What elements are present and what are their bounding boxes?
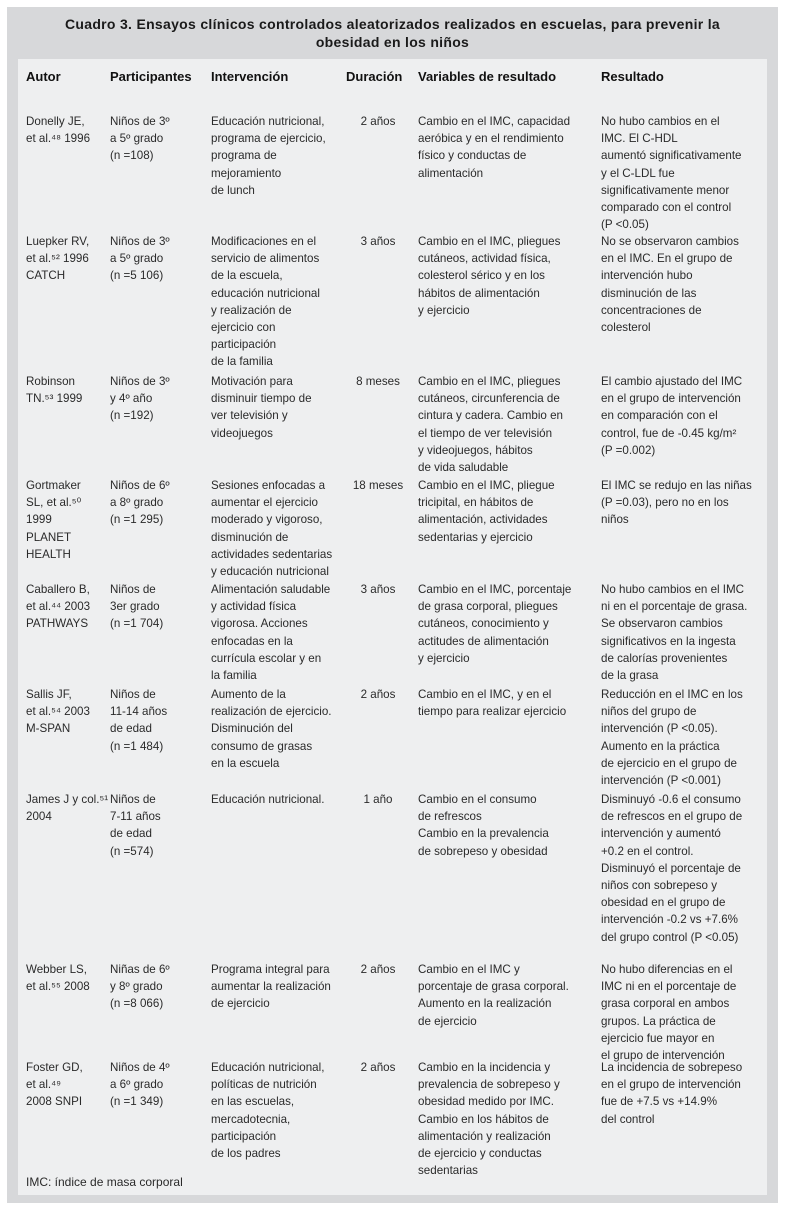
header-duracion: Duración [346, 69, 403, 84]
cell-variables: Cambio en el IMC, porcentaje de grasa corporal, pliegues cutáneos, conocimiento y actitudes de alimentación y ejercicio [418, 583, 572, 665]
cell-resultado: La incidencia de sobrepeso en el grupo de intervención fue de +7.5 vs +14.9% del control [601, 1061, 743, 1126]
cell-duracion: 3 años [360, 583, 396, 596]
cell-participantes: Niños de 7-11 años de edad (n =574) [110, 793, 161, 858]
cell-autor: Sallis JF, et al.⁵⁴ 2003 M-SPAN [26, 688, 90, 736]
cell-variables: Cambio en el IMC, pliegues cutáneos, circunferencia de cintura y cadera. Cambio en el tiempo de ver televisión y videojuegos, hábitos de vida saludable [418, 375, 563, 475]
table-frame [7, 7, 778, 1203]
header-participantes: Participantes [110, 69, 192, 84]
cell-duracion: 2 años [360, 963, 396, 976]
cell-duracion: 2 años [360, 1061, 396, 1074]
cell-variables: Cambio en el consumo de refrescos Cambio en la prevalencia de sobrepeso y obesidad [418, 793, 549, 858]
cell-variables: Cambio en el IMC, capacidad aeróbica y en el rendimiento físico y conductas de alimentación [418, 115, 571, 180]
cell-duracion: 2 años [360, 688, 396, 701]
cell-participantes: Niños de 3º a 5º grado (n =108) [110, 115, 170, 163]
header-autor: Autor [26, 69, 61, 84]
cell-intervencion: Aumento de la realización de ejercicio. Disminución del consumo de grasas en la escuela [211, 688, 332, 770]
cell-participantes: Niños de 6º a 8º grado (n =1 295) [110, 479, 170, 527]
cell-autor: Gortmaker SL, et al.⁵⁰ 1999 PLANET HEALTH [26, 479, 82, 561]
cell-intervencion: Modificaciones en el servicio de alimentos de la escuela, educación nutricional y realización de ejercicio con participación de la familia [211, 235, 320, 369]
cell-intervencion: Educación nutricional. [211, 793, 325, 806]
cell-variables: Cambio en el IMC y porcentaje de grasa corporal. Aumento en la realización de ejercicio [418, 963, 569, 1028]
cell-variables: Cambio en el IMC, y en el tiempo para realizar ejercicio [418, 688, 567, 719]
cell-participantes: Niños de 4º a 6º grado (n =1 349) [110, 1061, 170, 1109]
cell-resultado: Reducción en el IMC en los niños del grupo de intervención (P <0.05). Aumento en la práctica de ejercicio en el grupo de intervención (P <0.001) [601, 688, 743, 788]
cell-intervencion: Educación nutricional, políticas de nutrición en las escuelas, mercadotecnia, participación de los padres [211, 1061, 325, 1161]
cell-autor: Luepker RV, et al.⁵² 1996 CATCH [26, 235, 90, 283]
cell-resultado: No hubo cambios en el IMC. El C-HDL aumentó significativamente y el C-LDL fue significativamente menor comparado con el control (P <0.05) [601, 115, 742, 232]
cell-participantes: Niñas de 6º y 8º grado (n =8 066) [110, 963, 170, 1011]
cell-duracion: 2 años [360, 115, 396, 128]
cell-autor: Caballero B, et al.⁴⁴ 2003 PATHWAYS [26, 583, 91, 631]
cell-duracion: 8 meses [356, 375, 400, 388]
cell-resultado: No hubo cambios en el IMC ni en el porcentaje de grasa. Se observaron cambios significativos en la ingesta de calorías provenientes de la grasa [601, 583, 748, 683]
cell-participantes: Niños de 11-14 años de edad (n =1 484) [110, 688, 168, 753]
cell-participantes: Niños de 3º a 5º grado (n =5 106) [110, 235, 170, 283]
cell-duracion: 1 año [363, 793, 393, 806]
cell-autor: James J y col.⁵¹ 2004 [26, 793, 109, 824]
header-resultado: Resultado [601, 69, 664, 84]
cell-participantes: Niños de 3er grado (n =1 704) [110, 583, 164, 631]
table-panel [18, 59, 767, 1195]
cell-autor: Robinson TN.⁵³ 1999 [26, 375, 83, 406]
cell-resultado: No se observaron cambios en el IMC. En el grupo de intervención hubo disminución de las concentraciones de colesterol [601, 235, 739, 335]
table-title: Cuadro 3. Ensayos clínicos controlados aleatorizados realizados en escuelas, para prevenir la obesidad en los niños [64, 16, 721, 50]
cell-resultado: Disminuyó -0.6 el consumo de refrescos en el grupo de intervención y aumentó +0.2 en el control. Disminuyó el porcentaje de niños con sobrepeso y obesidad en el grupo de intervención -0.2 vs +7.6% del grupo control (P <0.05) [601, 793, 743, 944]
cell-resultado: El cambio ajustado del IMC en el grupo de intervención en comparación con el control, fue de -0.45 kg/m² (P =0.002) [601, 375, 743, 457]
header-intervencion: Intervención [211, 69, 289, 84]
cell-autor: Webber LS, et al.⁵⁵ 2008 [26, 963, 90, 994]
cell-intervencion: Alimentación saludable y actividad física vigorosa. Acciones enfocadas en la currícula escolar y en la familia [211, 583, 331, 683]
cell-variables: Cambio en el IMC, pliegues cutáneos, actividad física, colesterol sérico y en los hábitos de alimentación y ejercicio [418, 235, 561, 317]
cell-autor: Foster GD, et al.⁴⁹ 2008 SNPI [26, 1061, 83, 1109]
cell-intervencion: Motivación para disminuir tiempo de ver televisión y videojuegos [211, 375, 312, 440]
cell-duracion: 18 meses [352, 479, 404, 492]
cell-duracion: 3 años [360, 235, 396, 248]
cell-resultado: No hubo diferencias en el IMC ni en el porcentaje de grasa corporal en ambos grupos. La práctica de ejercicio fue mayor en el grupo de intervención [601, 963, 737, 1063]
header-variables: Variables de resultado [418, 69, 557, 84]
cell-variables: Cambio en la incidencia y prevalencia de sobrepeso y obesidad medido por IMC. Cambio en los hábitos de alimentación y realización de ejercicio y conductas sedentarias [418, 1061, 560, 1178]
cell-resultado: El IMC se redujo en las niñas (P =0.03), pero no en los niños [601, 479, 752, 527]
table-footnote: IMC: índice de masa corporal [26, 1175, 183, 1189]
cell-intervencion: Programa integral para aumentar la realización de ejercicio [211, 963, 331, 1011]
cell-variables: Cambio en el IMC, pliegue tricipital, en hábitos de alimentación, actividades sedentarias y ejercicio [418, 479, 555, 544]
cell-autor: Donelly JE, et al.⁴⁸ 1996 [26, 115, 91, 146]
cell-participantes: Niños de 3º y 4º año (n =192) [110, 375, 170, 423]
cell-intervencion: Sesiones enfocadas a aumentar el ejercicio moderado y vigoroso, disminución de actividades sedentarias y educación nutricional [211, 479, 333, 579]
cell-intervencion: Educación nutricional, programa de ejercicio, programa de mejoramiento de lunch [211, 115, 326, 197]
